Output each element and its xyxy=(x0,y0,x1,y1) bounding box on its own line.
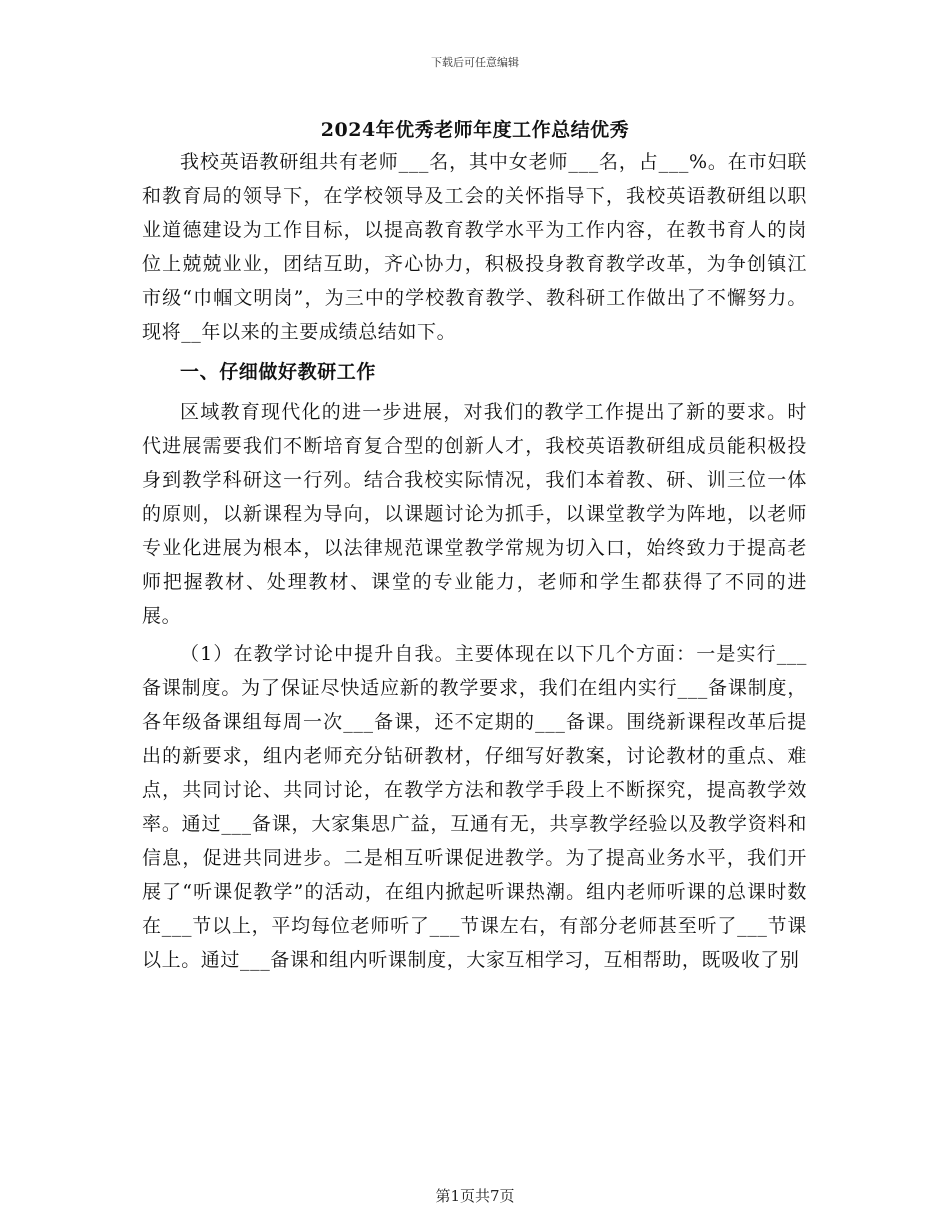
section-heading: 一、仔细做好教研工作 xyxy=(180,361,377,383)
document-body xyxy=(142,145,807,977)
intro-paragraph: 我校英语教研组共有老师___名，其中女老师___名，占___%。在市妇联和教育局的领导下，在学校领导及工会的关怀指导下，我校英语教研组以职业道德建设为工作目标，以提高教育教学水平为工作内容，在教书育人的岗位上兢兢业业，团结互助，齐心协力，积极投身教育教学改革，为争创镇江市级“巾帼文明岗”，为三中的学校教育教学、教科研工作做出了不懈努力。现将__年以来的主要成绩总结如下。 xyxy=(142,151,807,343)
section-paragraph: 区域教育现代化的进一步进展，对我们的教学工作提出了新的要求。时代进展需要我们不断培育复合型的创新人才，我校英语教研组成员能积极投身到教学科研这一行列。结合我校实际情况，我们本着教、研、训三位一体的原则，以新课程为导向，以课题讨论为抓手，以课堂教学为阵地，以老师专业化进展为根本，以法律规范课堂教学常规为切入口，始终致力于提高老师把握教材、处理教材、课堂的专业能力，老师和学生都获得了不同的进展。 xyxy=(142,401,807,627)
subsection-paragraph: （1）在教学讨论中提升自我。主要体现在以下几个方面：一是实行___备课制度。为了保证尽快适应新的教学要求，我们在组内实行___备课制度，各年级备课组每周一次___备课，还不定期的___备课。围绕新课程改革后提出的新要求，组内老师充分钻研教材，仔细写好教案，讨论教材的重点、难点，共同讨论、共同讨论，在教学方法和教学手段上不断探究，提高教学效率。通过___备课，大家集思广益，互通有无，共享教学经验以及教学资料和信息，促进共同进步。二是相互听课促进教学。为了提高业务水平，我们开展了“听课促教学”的活动，在组内掀起听课热潮。组内老师听课的总课时数在___节以上，平均每位老师听了___节课左右，有部分老师甚至听了___节课以上。通过___备课和组内听课制度，大家互相学习，互相帮助，既吸收了别 xyxy=(142,643,807,971)
document-title: 2024年优秀老师年度工作总结优秀 xyxy=(320,119,630,141)
page-header-note: 下载后可任意编辑 xyxy=(431,56,519,69)
page-number: 第1页共7页 xyxy=(435,1187,515,1205)
